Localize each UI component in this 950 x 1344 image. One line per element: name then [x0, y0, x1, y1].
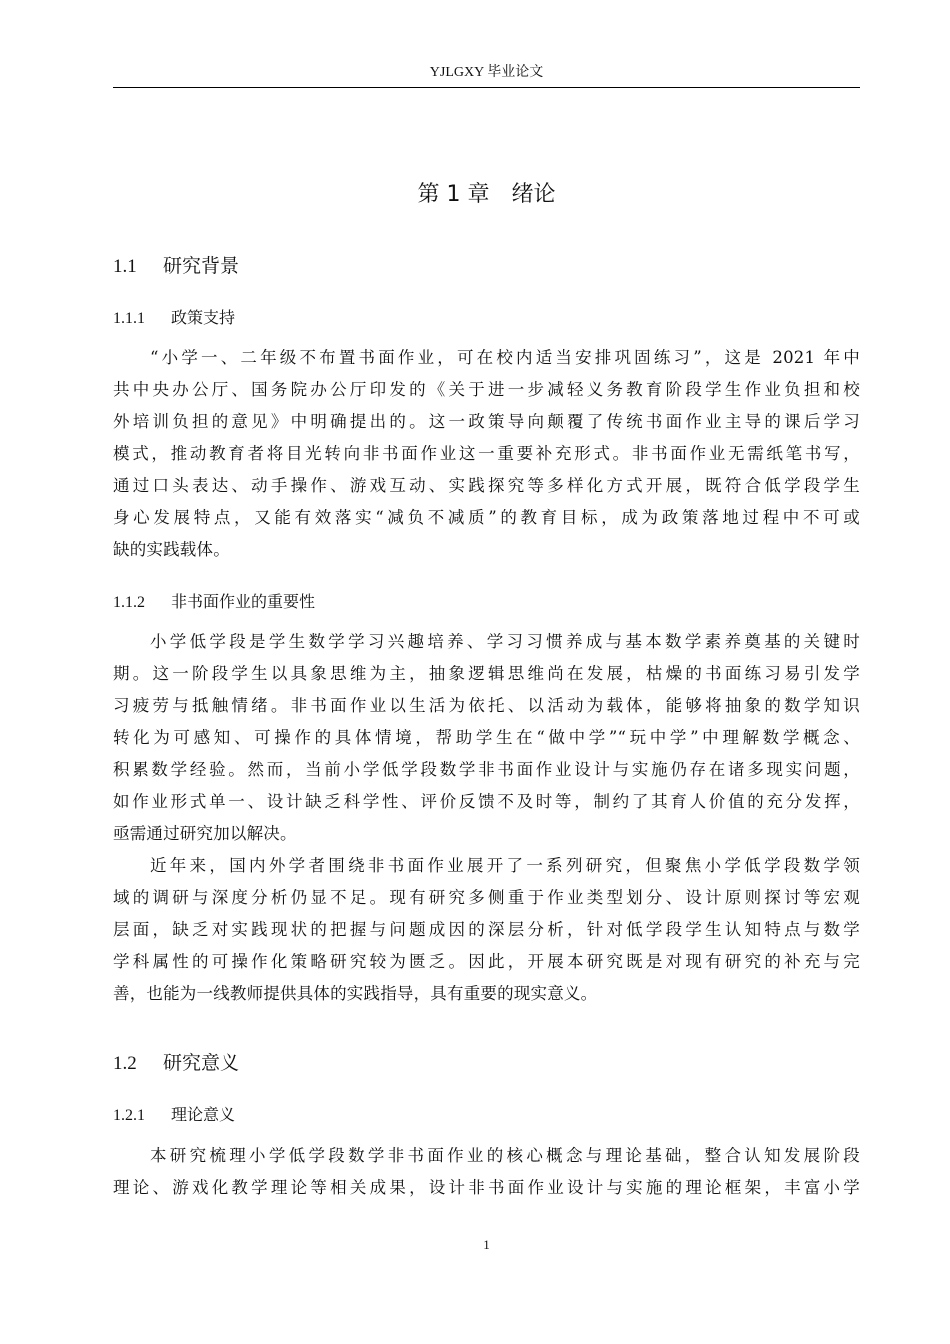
subsection-number: 1.1.2 — [113, 594, 145, 611]
paragraph-importance — [113, 626, 860, 850]
header-rule — [113, 87, 860, 88]
text-line: 善，也能为一线教师提供具体的实践指导，具有重要的现实意义。 — [113, 984, 598, 1003]
text-line: 域的调研与深度分析仍显不足。现有研究多侧重于作业类型划分、设计原则探讨等宏观 — [113, 888, 860, 907]
section-number: 1.1 — [113, 256, 137, 277]
text-line: “小学一、二年级不布置书面作业，可在校内适当安排巩固练习”，这是 2021 年中 — [150, 348, 860, 367]
running-header: YJLGXY 毕业论文 — [429, 65, 544, 80]
text-line: 外培训负担的意见》中明确提出的。这一政策导向颠覆了传统书面作业主导的课后学习 — [113, 412, 860, 431]
section-title: 研究意义 — [163, 1052, 240, 1074]
subsection-number: 1.1.1 — [113, 310, 145, 327]
subsection-title: 非书面作业的重要性 — [171, 592, 316, 611]
paragraph-policy — [113, 342, 860, 566]
paragraph-research-gap — [113, 850, 860, 1010]
chapter-number: 第 1 章 — [417, 182, 490, 207]
section-heading-1-2 — [113, 1049, 239, 1078]
section-number: 1.2 — [113, 1053, 137, 1074]
paragraph-theory — [113, 1140, 860, 1204]
text-line: 习疲劳与抵触情绪。非书面作业以生活为依托、以活动为载体，能够将抽象的数学知识 — [113, 696, 860, 715]
text-line: 通过口头表达、动手操作、游戏互动、实践探究等多样化方式开展，既符合低学段学生 — [113, 476, 860, 495]
subsection-title: 理论意义 — [171, 1105, 236, 1124]
section-title: 研究背景 — [163, 255, 240, 277]
text-line: 亟需通过研究加以解决。 — [113, 824, 297, 843]
text-line: 近年来，国内外学者围绕非书面作业展开了一系列研究，但聚焦小学低学段数学领 — [150, 856, 860, 875]
text-line: 学科属性的可操作化策略研究较为匮乏。因此，开展本研究既是对现有研究的补充与完 — [113, 952, 860, 971]
subsection-title: 政策支持 — [171, 308, 236, 327]
text-line: 本研究梳理小学低学段数学非书面作业的核心概念与理论基础，整合认知发展阶段 — [150, 1146, 860, 1165]
text-line: 层面，缺乏对实践现状的把握与问题成因的深层分析，针对低学段学生认知特点与数学 — [113, 920, 860, 939]
text-line: 模式，推动教育者将目光转向非书面作业这一重要补充形式。非书面作业无需纸笔书写， — [113, 444, 860, 463]
subsection-number: 1.2.1 — [113, 1107, 145, 1124]
subsection-heading-1-2-1 — [113, 1103, 235, 1128]
text-line: 期。这一阶段学生以具象思维为主，抽象逻辑思维尚在发展，枯燥的书面练习易引发学 — [113, 664, 860, 683]
text-line: 小学低学段是学生数学学习兴趣培养、学习习惯养成与基本数学素养奠基的关键时 — [150, 632, 860, 651]
subsection-heading-1-1-2 — [113, 590, 315, 615]
text-line: 身心发展特点，又能有效落实“减负不减质”的教育目标，成为政策落地过程中不可或 — [113, 508, 860, 527]
text-line: 理论、游戏化教学理论等相关成果，设计非书面作业设计与实施的理论框架，丰富小学 — [113, 1178, 860, 1197]
text-line: 积累数学经验。然而，当前小学低学段数学非书面作业设计与实施仍存在诸多现实问题， — [113, 760, 860, 779]
text-line: 缺的实践载体。 — [113, 540, 230, 559]
text-line: 转化为可感知、可操作的具体情境，帮助学生在“做中学”“玩中学”中理解数学概念、 — [113, 728, 860, 747]
section-heading-1-1 — [113, 252, 239, 281]
chapter-title — [113, 180, 860, 210]
chapter-name: 绪论 — [511, 182, 556, 207]
subsection-heading-1-1-1 — [113, 306, 235, 331]
text-line: 如作业形式单一、设计缺乏科学性、评价反馈不及时等，制约了其育人价值的充分发挥， — [113, 792, 860, 811]
page-number: 1 — [483, 1237, 490, 1252]
text-line: 共中央办公厅、国务院办公厅印发的《关于进一步减轻义务教育阶段学生作业负担和校 — [113, 380, 860, 399]
